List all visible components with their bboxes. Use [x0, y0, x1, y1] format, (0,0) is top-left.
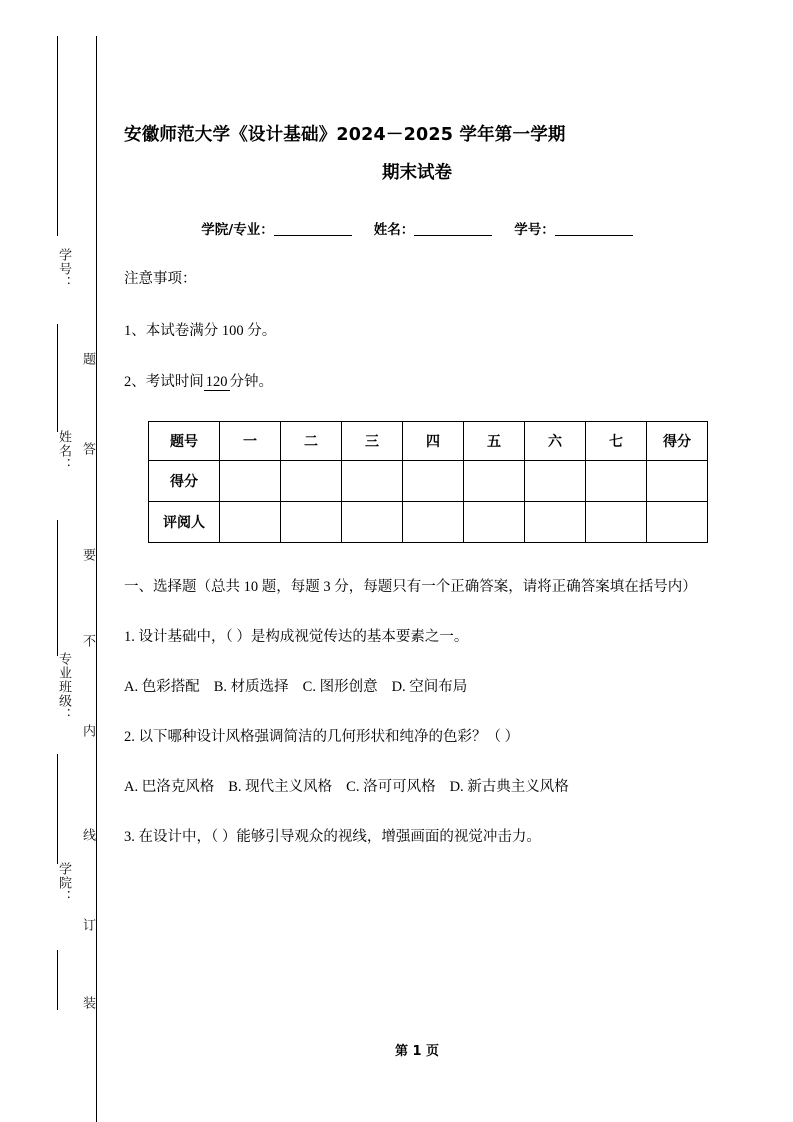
table-row [149, 501, 708, 542]
table-cell[interactable] [281, 460, 342, 501]
binding-margin [0, 0, 100, 1122]
binding-dashed-rule-segment [57, 36, 58, 236]
option-2-a[interactable]: A. 巴洛克风格 [124, 778, 215, 795]
binding-dashed-rule-segment [57, 754, 58, 864]
table-cell[interactable] [342, 460, 403, 501]
table-cell[interactable] [281, 501, 342, 542]
field-blank-college-major[interactable] [274, 235, 352, 236]
option-1-a[interactable]: A. 色彩搭配 [124, 678, 200, 695]
page-title-line2: 期末试卷 [382, 163, 452, 183]
table-cell[interactable] [220, 501, 281, 542]
table-row-label-grader: 评阅人 [149, 501, 220, 542]
option-1-b[interactable]: B. 材质选择 [213, 678, 289, 695]
table-row-label-score: 得分 [149, 460, 220, 501]
binding-inner-char-da: 答 [81, 442, 96, 455]
notice-duration-value: 120 [205, 374, 228, 390]
binding-inner-char-bu: 不 [81, 634, 96, 647]
table-cell[interactable] [464, 501, 525, 542]
table-cell[interactable] [220, 460, 281, 501]
notice-duration-suffix: 分钟。 [229, 374, 273, 390]
binding-inner-char-yao: 要 [81, 548, 96, 561]
binding-inner-char-xian: 线 [81, 828, 96, 841]
table-cell[interactable] [525, 460, 586, 501]
table-cell[interactable] [525, 501, 586, 542]
question-stem-3: 3. 在设计中，（ ）能够引导观众的视线，增强画面的视觉冲击力。 [124, 828, 541, 845]
notice-duration-prefix: 2、考试时间 [124, 374, 204, 390]
exam-paper-body [124, 0, 710, 1122]
binding-inner-char-ti: 题 [81, 352, 96, 365]
field-blank-student-id[interactable] [555, 235, 633, 236]
table-cell[interactable] [403, 460, 464, 501]
option-1-c[interactable]: C. 图形创意 [302, 678, 378, 695]
section-heading-multiple-choice: 一、选择题（总共 10 题，每题 3 分，每题只有一个正确答案，请将正确答案填在括号内） [124, 578, 697, 595]
option-2-d[interactable]: D. 新古典主义风格 [449, 778, 569, 795]
binding-label-college: 学院： [57, 862, 72, 904]
option-1-d[interactable]: D. 空间布局 [391, 678, 468, 695]
field-label-student-id: 学号： [514, 222, 555, 238]
option-2-b[interactable]: B. 现代主义风格 [228, 778, 333, 795]
table-row [149, 460, 708, 501]
binding-inner-char-nei: 内 [81, 724, 96, 737]
table-header-cell: 五 [464, 421, 525, 460]
question-options-1 [124, 669, 710, 705]
table-header-cell: 题号 [149, 421, 220, 460]
field-blank-name[interactable] [414, 235, 492, 236]
table-header-cell: 三 [342, 421, 403, 460]
table-cell[interactable] [586, 460, 647, 501]
binding-dashed-rule-segment [57, 520, 58, 656]
binding-dashed-rule-segment [57, 324, 58, 432]
page-title-line1: 安徽师范大学《设计基础》2024－2025 学年第一学期 [124, 125, 566, 145]
student-id-fields-row [124, 218, 710, 238]
binding-dashed-rule-segment [57, 950, 58, 1010]
binding-label-name: 姓名： [57, 430, 72, 472]
notice-heading: 注意事项： [124, 271, 197, 287]
table-header-cell: 七 [586, 421, 647, 460]
score-table [148, 421, 708, 543]
table-cell[interactable] [647, 501, 708, 542]
binding-inner-char-ding: 订 [81, 918, 96, 931]
table-header-cell: 六 [525, 421, 586, 460]
binding-inner-char-zhuang: 装 [81, 996, 96, 1009]
table-cell[interactable] [464, 460, 525, 501]
table-header-cell: 得分 [647, 421, 708, 460]
field-label-college-major: 学院/专业： [201, 222, 274, 238]
question-stem-2: 2. 以下哪种设计风格强调简洁的几何形状和纯净的色彩？（ ） [124, 728, 520, 745]
notice-item-total-score: 1、本试卷满分 100 分。 [124, 322, 277, 339]
table-header-cell: 二 [281, 421, 342, 460]
table-row-header [149, 421, 708, 460]
table-cell[interactable] [647, 460, 708, 501]
binding-label-major-class: 专业班级： [57, 652, 72, 722]
field-label-name: 姓名： [373, 222, 415, 238]
table-header-cell: 一 [220, 421, 281, 460]
table-header-cell: 四 [403, 421, 464, 460]
table-cell[interactable] [342, 501, 403, 542]
page-footer: 第 1 页 [394, 1044, 440, 1059]
table-cell[interactable] [586, 501, 647, 542]
question-stem-1: 1. 设计基础中，（ ）是构成视觉传达的基本要素之一。 [124, 628, 469, 645]
table-cell[interactable] [403, 501, 464, 542]
question-options-2 [124, 769, 710, 805]
notice-item-duration [124, 375, 710, 391]
option-2-c[interactable]: C. 洛可可风格 [346, 778, 436, 795]
binding-solid-rule [96, 36, 97, 1122]
binding-label-student-id: 学号： [57, 248, 72, 290]
